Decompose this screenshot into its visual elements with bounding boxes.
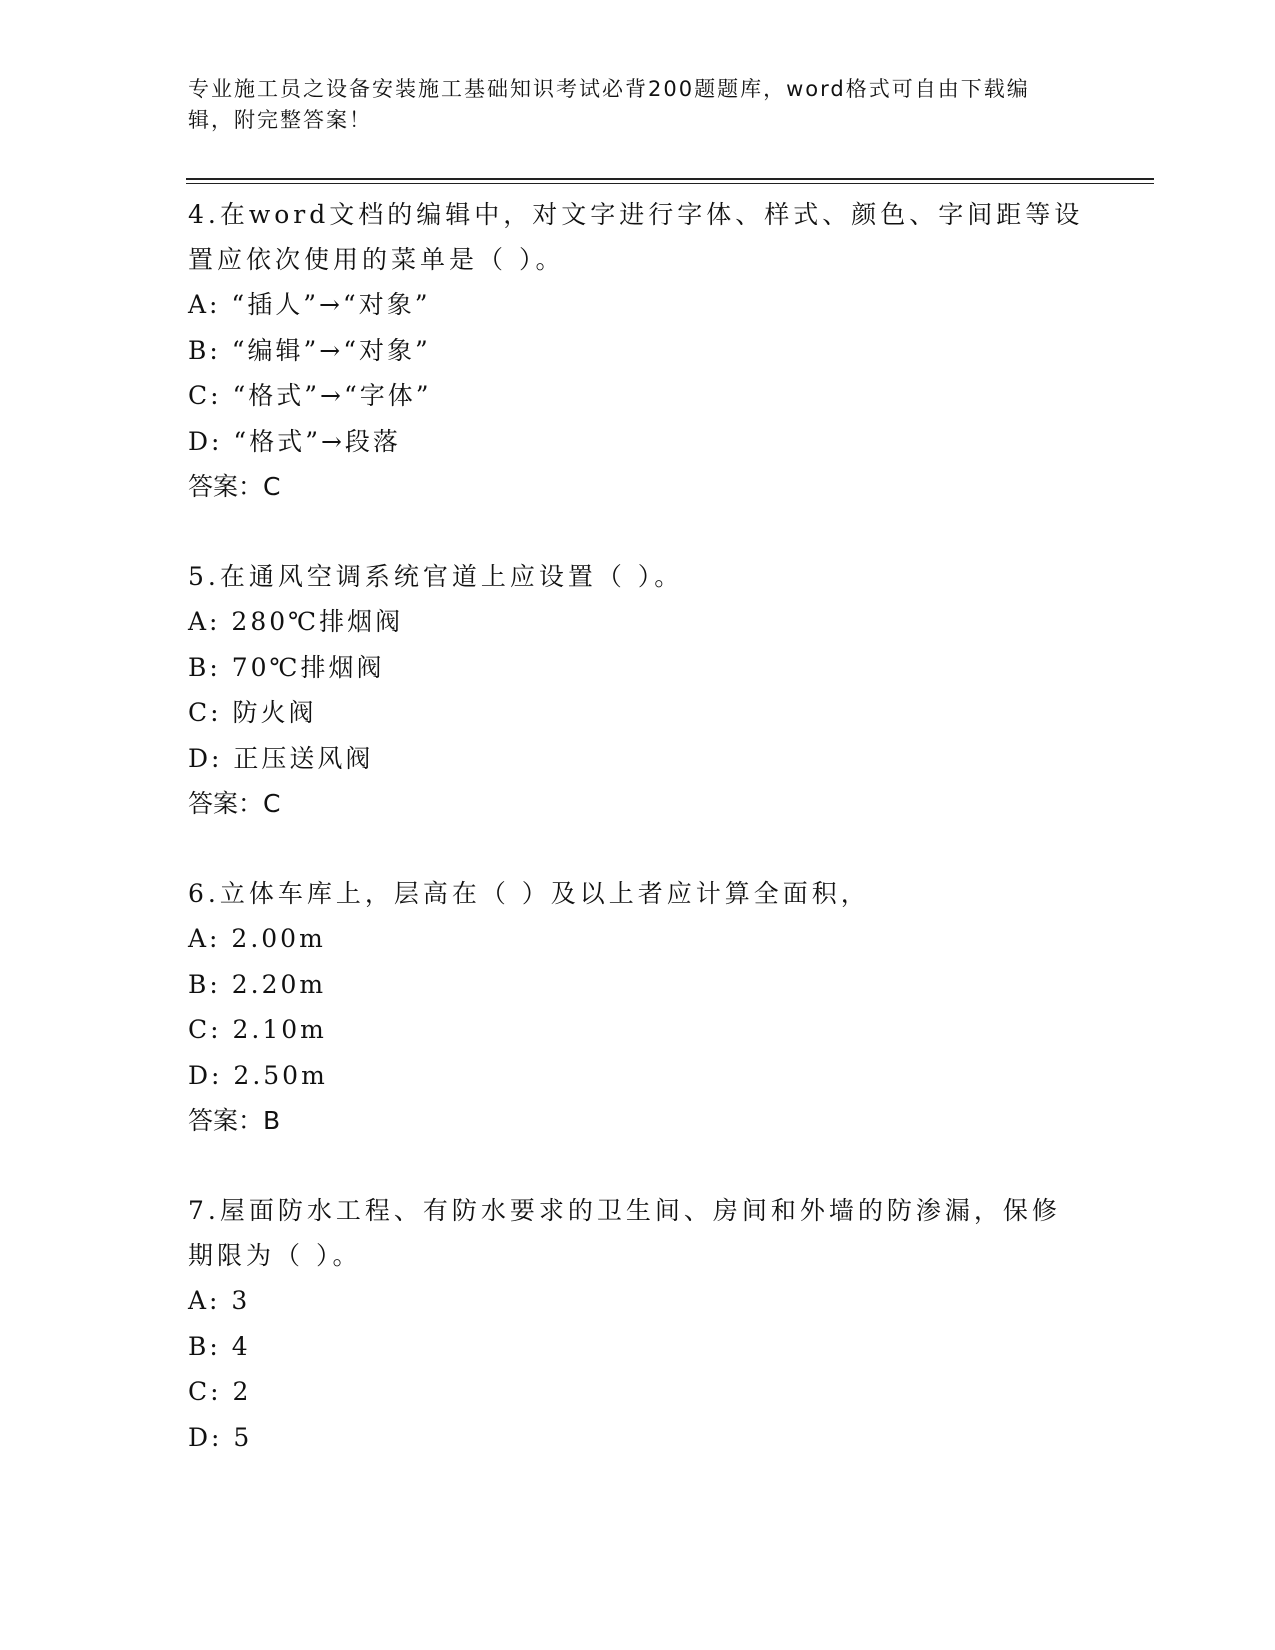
header-divider-thin (186, 183, 1154, 184)
question-stem: 7.屋面防水工程、有防水要求的卫生间、房间和外墙的防渗漏，保修期限为（ ）。 (188, 1196, 1061, 1270)
option-d: D: “格式”→段落 (188, 426, 401, 456)
question-4 (188, 192, 1088, 509)
spacer (188, 826, 1088, 871)
option-b: B: 2.20m (188, 969, 327, 999)
option-a: A: 280℃排烟阀 (188, 607, 404, 636)
option-a: A: 3 (188, 1286, 251, 1315)
option-c: C: 2 (188, 1377, 252, 1406)
option-c: C: “格式”→“字体” (188, 381, 432, 410)
question-7 (188, 1188, 1088, 1460)
document-header: 专业施工员之设备安装施工基础知识考试必背200题题库，word格式可自由下载编辑，附完整答案！ (188, 77, 1030, 132)
option-a: A: 2.00m (188, 924, 326, 953)
option-c: C: 防火阀 (188, 698, 317, 727)
option-b: B: 4 (188, 1331, 251, 1361)
spacer (188, 509, 1088, 554)
option-c: C: 2.10m (188, 1015, 327, 1044)
question-stem: 5.在通风空调系统官道上应设置（ ）。 (188, 562, 684, 591)
header-divider-thick (186, 178, 1154, 180)
question-5 (188, 554, 1088, 826)
option-d: D: 5 (188, 1422, 253, 1452)
question-stem: 6.立体车库上，层高在（ ）及以上者应计算全面积， (188, 879, 870, 908)
question-list (188, 192, 1088, 1460)
spacer (188, 1143, 1088, 1188)
answer: 答案：B (188, 1106, 281, 1135)
option-d: D: 2.50m (188, 1060, 328, 1090)
answer: 答案：C (188, 472, 281, 501)
option-b: B: “编辑”→“对象” (188, 335, 431, 365)
option-b: B: 70℃排烟阀 (188, 652, 385, 682)
question-stem: 4.在word文档的编辑中，对文字进行字体、样式、颜色、字间距等设置应依次使用的菜单是（ ）。 (188, 200, 1084, 274)
answer: 答案：C (188, 789, 281, 818)
question-6 (188, 871, 1088, 1143)
option-d: D: 正压送风阀 (188, 743, 374, 773)
option-a: A: “插人”→“对象” (188, 290, 431, 319)
